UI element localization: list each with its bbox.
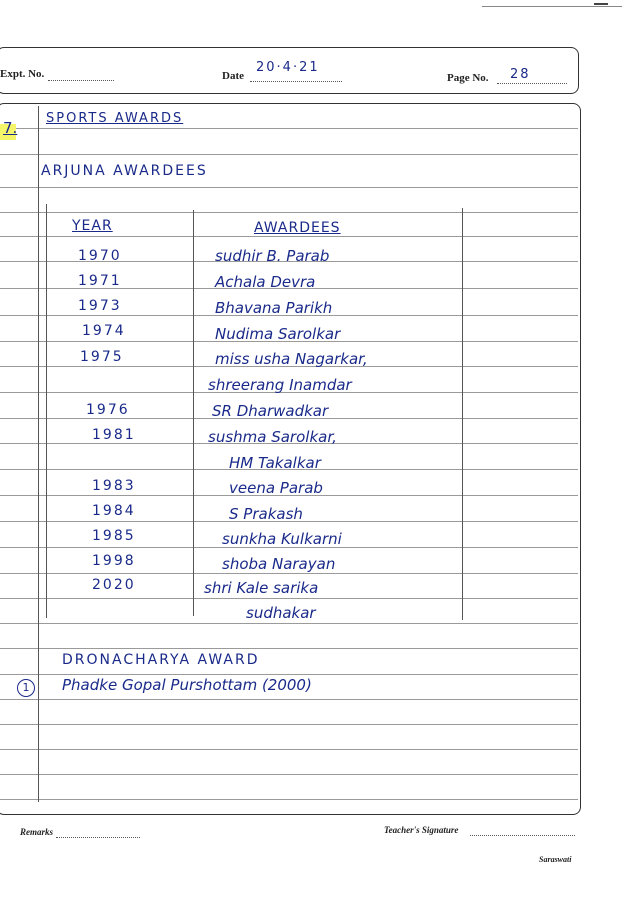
row-year: 1973	[78, 298, 122, 314]
margin-line	[38, 106, 39, 802]
section-title: SPORTS AWARDS	[46, 111, 184, 126]
ruled-line	[0, 623, 578, 624]
list-item: Phadke Gopal Purshottam (2000)	[62, 676, 312, 694]
row-awardee: shreerang Inamdar	[208, 376, 352, 394]
ruled-line	[0, 799, 578, 800]
ruled-line	[0, 648, 578, 649]
row-awardee: sudhir B. Parab	[215, 247, 330, 265]
row-awardee: HM Takalkar	[229, 454, 321, 472]
ruled-line	[0, 674, 578, 675]
table-column-divider	[193, 210, 194, 616]
page-no-label: Page No.	[447, 72, 489, 84]
row-awardee: sudhakar	[246, 604, 316, 622]
row-year: 1974	[82, 323, 126, 339]
ruled-line	[0, 212, 578, 213]
item-number: 7.	[3, 119, 18, 137]
row-awardee: sushma Sarolkar,	[208, 428, 337, 446]
list-item-number: 1	[17, 679, 35, 697]
ruled-line	[0, 573, 578, 574]
teacher-signature-label: Teacher's Signature	[384, 825, 459, 835]
row-year: 1975	[80, 349, 124, 365]
top-edge-line	[482, 6, 622, 7]
row-year: 1984	[92, 503, 136, 519]
row-year: 2020	[92, 577, 136, 593]
row-awardee: veena Parab	[229, 479, 323, 497]
section2-title: DRONACHARYA AWARD	[62, 652, 260, 668]
ruled-line	[0, 236, 578, 237]
row-awardee: Achala Devra	[215, 273, 316, 291]
page-no-dotted-line	[497, 83, 567, 84]
table-right-border	[462, 208, 463, 620]
top-edge-mark	[594, 3, 608, 5]
row-awardee: sunkha Kulkarni	[222, 530, 342, 548]
ruled-line	[0, 724, 578, 725]
ruled-line	[0, 749, 578, 750]
row-awardee: miss usha Nagarkar,	[215, 350, 368, 368]
ruled-line	[0, 187, 578, 188]
row-awardee: shoba Narayan	[222, 555, 336, 573]
row-year: 1998	[92, 553, 136, 569]
row-awardee: shri Kale sarika	[204, 579, 319, 597]
ruled-line	[0, 699, 578, 700]
brand-name: Saraswati	[539, 855, 572, 864]
row-year: 1985	[92, 528, 136, 544]
expt-no-dotted-line	[48, 80, 114, 81]
ruled-line	[0, 154, 578, 155]
date-value: 20·4·21	[256, 60, 320, 75]
row-year: 1970	[78, 248, 122, 264]
ruled-line	[0, 774, 578, 775]
row-awardee: SR Dharwadkar	[212, 402, 329, 420]
awardees-column-header: AWARDEES	[254, 220, 341, 236]
row-year: 1983	[92, 478, 136, 494]
ruled-line	[0, 128, 578, 129]
date-label: Date	[222, 70, 244, 82]
page-no-value: 28	[510, 67, 531, 82]
row-year: 1976	[86, 402, 130, 418]
date-dotted-line	[250, 81, 342, 82]
subtitle: ARJUNA AWARDEES	[41, 163, 208, 179]
row-year: 1971	[78, 273, 122, 289]
year-column-header: YEAR	[72, 218, 113, 234]
row-awardee: Bhavana Parikh	[215, 299, 333, 317]
remarks-label: Remarks	[20, 827, 54, 837]
expt-no-label: Expt. No.	[0, 68, 45, 80]
row-awardee: S Prakash	[229, 505, 303, 523]
ruled-line	[0, 598, 578, 599]
table-left-border	[46, 204, 47, 618]
signature-dotted-line	[470, 835, 575, 836]
row-year: 1981	[92, 427, 136, 443]
row-awardee: Nudima Sarolkar	[215, 325, 341, 343]
remarks-dotted-line	[56, 837, 140, 838]
